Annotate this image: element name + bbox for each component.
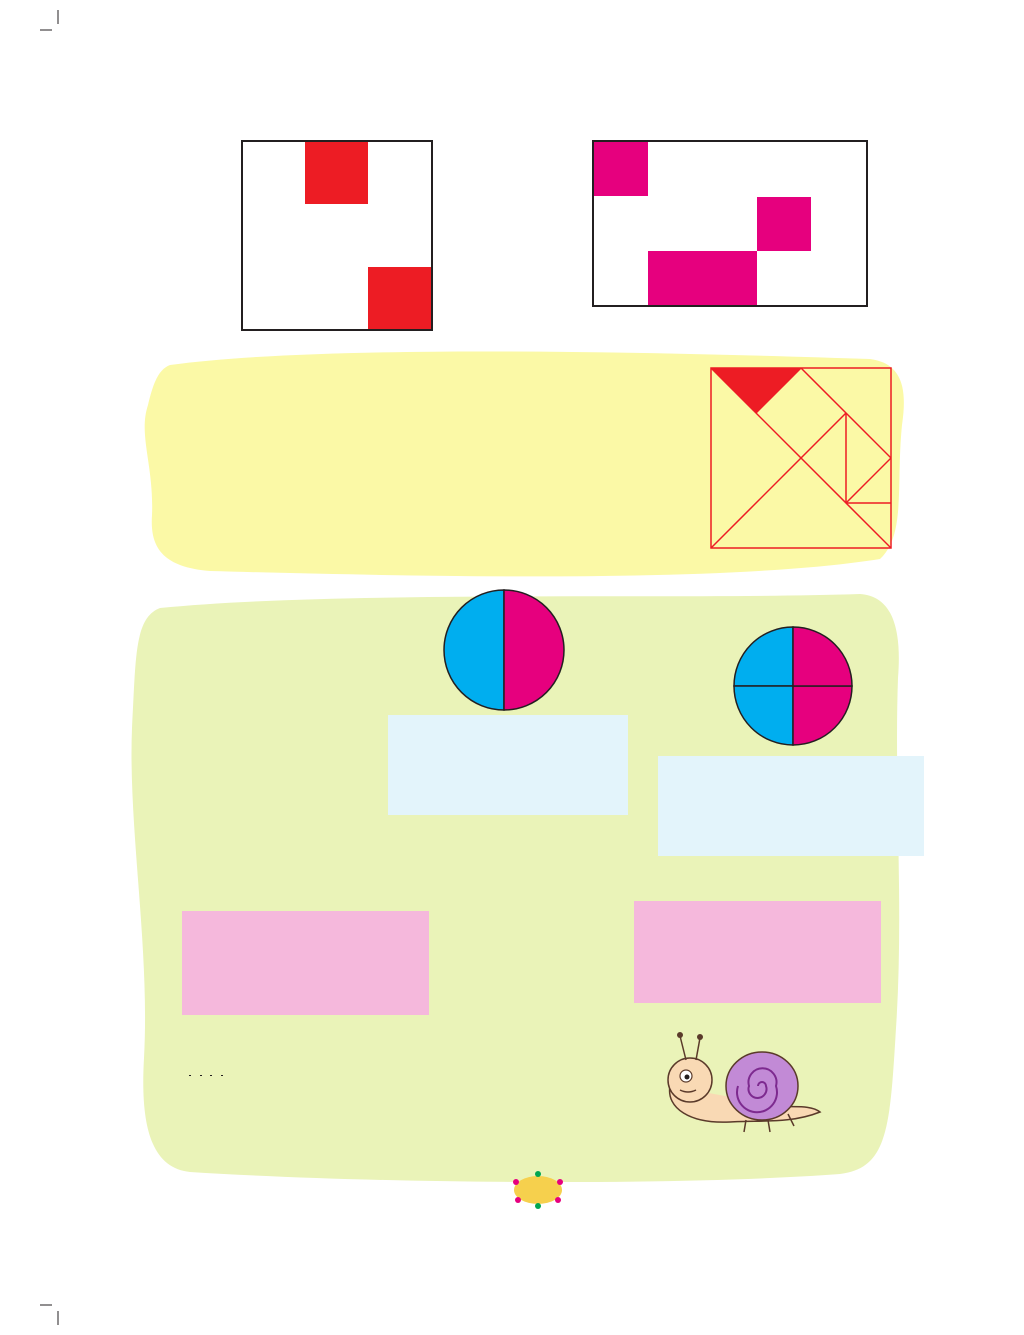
- figure-4-box: [592, 140, 868, 307]
- snail-illustration: [660, 1028, 830, 1138]
- small-red-triangle: [711, 368, 801, 413]
- fraction-blank-eight: [221, 1075, 223, 1076]
- circle-4-text-box: [634, 901, 881, 1003]
- conclusion-line: [188, 1062, 224, 1086]
- circle-halves: [442, 588, 566, 712]
- circle-1-text-box: [388, 715, 628, 815]
- circle-eighths: [487, 885, 611, 1009]
- magenta-square: [757, 197, 811, 251]
- page-number-badge: [510, 1170, 566, 1210]
- circle-sixths: [220, 785, 344, 909]
- fraction-one-half: [189, 1075, 191, 1076]
- tangram-square: [710, 367, 892, 549]
- circle-quarters: [732, 625, 854, 747]
- figure-3-box: [241, 140, 433, 331]
- crop-marks: [40, 10, 58, 1325]
- red-square: [368, 267, 431, 329]
- fraction-two-blank: [200, 1075, 202, 1076]
- fraction-blank-six: [210, 1075, 212, 1076]
- circle-3-text-box: [182, 911, 429, 1015]
- magenta-rectangle: [648, 251, 757, 305]
- magenta-square: [594, 142, 648, 196]
- circle-2-text-box: [658, 756, 924, 856]
- red-square: [305, 142, 368, 204]
